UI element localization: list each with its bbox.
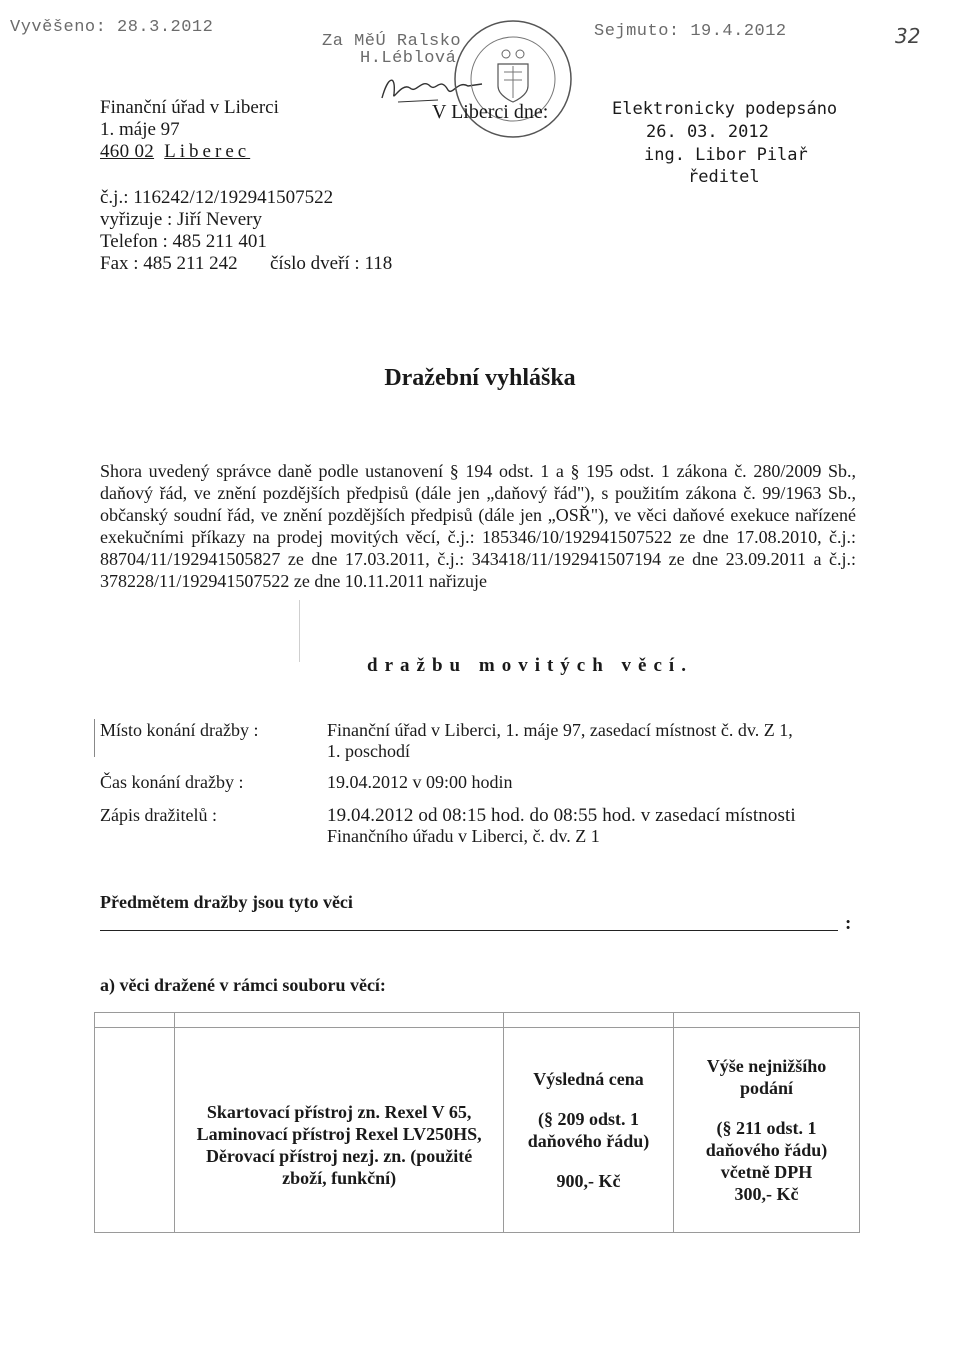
document-title: Dražební vyhláška bbox=[384, 365, 576, 391]
page-number: 32 bbox=[895, 24, 921, 48]
scan-mark bbox=[299, 600, 300, 662]
phone: Telefon : 485 211 401 bbox=[100, 231, 267, 252]
min-bid-value: 300,- Kč bbox=[734, 1184, 799, 1204]
subject-heading: Předmětem dražby jsou tyto věci bbox=[100, 892, 353, 912]
intro-paragraph: Shora uvedený správce daně podle ustanovení § 194 odst. 1 a § 195 odst. 1 zákona č. 280/2009 Sb., daňový řád, ve znění pozdějších předpisů (dále jen „daňový řád"), s použitím zákona č. 99/1963 Sb., občanský soudní řád, ve znění pozdějších předpisů (dále jen „OSŘ"), ve věci daňové exekuce nařízené exekučními příkazy na prodej movitých věcí, č.j.: 185346/10/192941507522 ze dne 17.08.2010, č.j.: 88704/11/192941505827 ze dne 17.03.2011, č.j.: 343418/11/192941507194 ze dne 23.09.2011 a č.j.: 378228/11/192941507522 ze dne 10.11.2011 nařizuje bbox=[100, 461, 856, 591]
location-value bbox=[327, 720, 857, 762]
reference-number: č.j.: 116242/12/192941507522 bbox=[100, 187, 334, 208]
authority-zip: 460 02 bbox=[100, 141, 155, 162]
clerk-office: Za MěÚ Ralsko bbox=[322, 32, 462, 51]
items-table bbox=[94, 1012, 860, 1233]
auction-heading: dražbu movitých věcí. bbox=[367, 655, 693, 676]
authority-city-line bbox=[100, 141, 250, 163]
table-row bbox=[95, 1028, 860, 1233]
margin-mark bbox=[94, 719, 95, 757]
location-value-line2: 1. poschodí bbox=[327, 741, 410, 761]
town-seal-stamp bbox=[448, 14, 578, 144]
door-number: číslo dveří : 118 bbox=[270, 253, 393, 274]
removed-date: Sejmuto: 19.4.2012 bbox=[594, 22, 787, 41]
time-value: 19.04.2012 v 09:00 hodin bbox=[327, 772, 513, 792]
section-a-heading: a) věci dražené v rámci souboru věcí: bbox=[100, 975, 386, 995]
authority-street: 1. máje 97 bbox=[100, 119, 180, 140]
registration-value bbox=[327, 805, 857, 847]
empty-cell bbox=[95, 1028, 175, 1233]
place-date: V Liberci dne: bbox=[432, 101, 549, 123]
registration-value-line2: Finančního úřadu v Liberci, č. dv. Z 1 bbox=[327, 826, 600, 846]
time-label: Čas konání dražby : bbox=[100, 772, 244, 792]
location-value-line1: Finanční úřad v Liberci, 1. máje 97, zasedací místnost č. dv. Z 1, bbox=[327, 720, 793, 740]
esig-name: ing. Libor Pilař bbox=[644, 145, 808, 165]
item-min-bid: Výše nejnižšího podání (§ 211 odst. 1 daňového řádu) včetně DPH 300,- Kč bbox=[674, 1028, 860, 1233]
registration-label: Zápis dražitelů : bbox=[100, 805, 217, 825]
esig-date: 26. 03. 2012 bbox=[646, 122, 769, 142]
subject-underline bbox=[100, 930, 838, 931]
authority-city: Liberec bbox=[164, 141, 251, 162]
price-header: Výsledná cena bbox=[533, 1069, 644, 1089]
location-label: Místo konání dražby : bbox=[100, 720, 259, 740]
price-value: 900,- Kč bbox=[556, 1171, 621, 1191]
registration-value-line1: 19.04.2012 od 08:15 hod. do 08:55 hod. v zasedací místnosti bbox=[327, 805, 796, 826]
clerk-name: H.Léblová bbox=[360, 49, 457, 68]
item-price: Výsledná cena (§ 209 odst. 1 daňového řádu) 900,- Kč bbox=[503, 1028, 673, 1233]
handler: vyřizuje : Jiří Nevery bbox=[100, 209, 262, 230]
authority-name: Finanční úřad v Liberci bbox=[100, 97, 279, 118]
table-spacer-row bbox=[95, 1013, 860, 1028]
posted-date: Vyvěšeno: 28.3.2012 bbox=[10, 18, 214, 37]
item-description: Skartovací přístroj zn. Rexel V 65, Laminovací přístroj Rexel LV250HS, Děrovací přístroj nezj. zn. (použité zboží, funkční) bbox=[175, 1028, 504, 1233]
esig-label: Elektronicky podepsáno bbox=[612, 99, 838, 119]
fax: Fax : 485 211 242 bbox=[100, 253, 238, 274]
esig-role: ředitel bbox=[688, 167, 760, 187]
subject-colon: : bbox=[845, 913, 852, 934]
